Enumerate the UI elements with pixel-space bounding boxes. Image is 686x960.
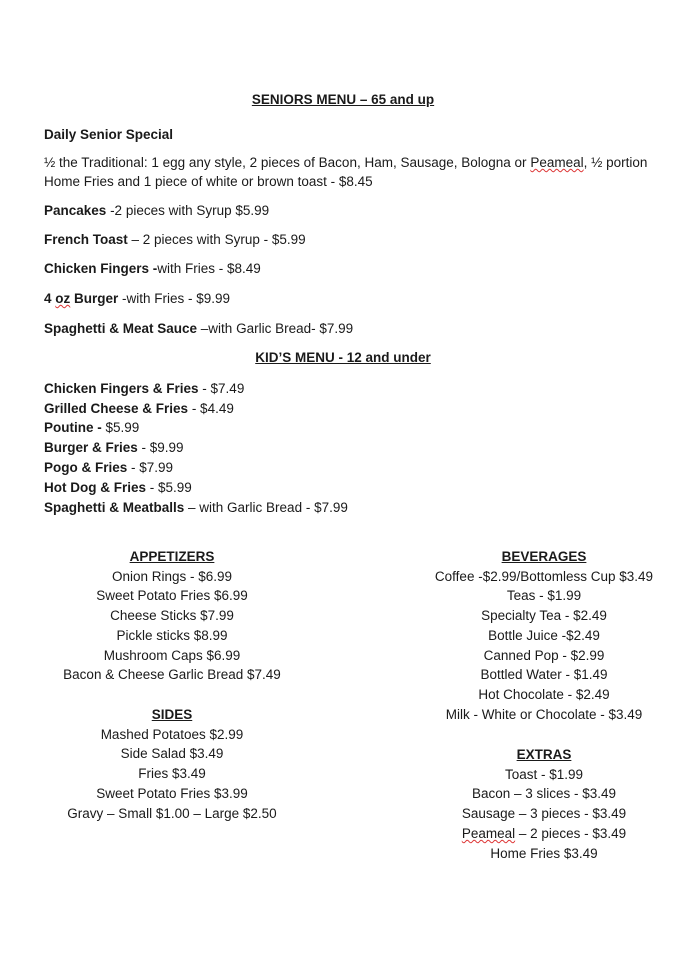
kids-item: Hot Dog & Fries - $5.99 (44, 480, 192, 495)
seniors-item-pancakes: Pancakes -2 pieces with Syrup $5.99 (44, 203, 270, 218)
kids-item: Chicken Fingers & Fries - $7.49 (44, 381, 245, 396)
side-item: Side Salad $3.49 (120, 746, 224, 762)
extra-item: Bacon – 3 slices - $3.49 (471, 786, 617, 802)
beverage-item: Coffee -$2.99/Bottomless Cup $3.49 (434, 568, 654, 584)
beverage-item: Canned Pop - $2.99 (483, 647, 605, 663)
appetizer-item: Onion Rings - $6.99 (111, 568, 233, 584)
seniors-item-french-toast: French Toast – 2 pieces with Syrup - $5.99 (44, 232, 306, 247)
appetizer-item: Sweet Potato Fries $6.99 (96, 588, 248, 604)
extras-section (412, 745, 676, 863)
daily-special-description-cont: Home Fries and 1 piece of white or brown toast - $8.45 (44, 174, 373, 189)
seniors-menu-title: SENIORS MENU – 65 and up (251, 92, 435, 107)
beverages-section (412, 547, 676, 724)
appetizers-section (40, 547, 304, 685)
daily-special-description: ½ the Traditional: 1 egg any style, 2 pieces of Bacon, Ham, Sausage, Bologna or Peameal, ½ portion (44, 155, 648, 170)
side-item: Mashed Potatoes $2.99 (100, 726, 244, 742)
extra-item: Toast - $1.99 (504, 766, 584, 782)
beverage-item: Bottle Juice -$2.49 (488, 627, 600, 643)
kids-item: Spaghetti & Meatballs – with Garlic Bread - $7.99 (44, 500, 348, 515)
beverages-title: BEVERAGES (501, 549, 587, 564)
kids-item: Pogo & Fries - $7.99 (44, 460, 174, 475)
extra-item-peameal: Peameal – 2 pieces - $3.49 (461, 825, 627, 841)
daily-special-label: Daily Senior Special (44, 127, 174, 142)
appetizer-item: Pickle sticks $8.99 (116, 627, 228, 643)
kids-menu-title: KID’S MENU - 12 and under (255, 350, 431, 365)
sides-section (40, 705, 304, 823)
extras-title: EXTRAS (516, 747, 572, 762)
beverage-item: Bottled Water - $1.49 (480, 667, 608, 683)
seniors-item-spaghetti: Spaghetti & Meat Sauce –with Garlic Bread- $7.99 (44, 321, 354, 336)
beverage-item: Teas - $1.99 (506, 588, 582, 604)
side-item: Gravy – Small $1.00 – Large $2.50 (67, 805, 277, 821)
kids-item: Burger & Fries - $9.99 (44, 440, 184, 455)
side-item: Fries $3.49 (138, 766, 206, 782)
extra-item: Sausage – 3 pieces - $3.49 (461, 806, 627, 822)
seniors-item-burger: 4 oz Burger -with Fries - $9.99 (44, 291, 231, 306)
beverage-item: Milk - White or Chocolate - $3.49 (445, 706, 643, 722)
sides-title: SIDES (151, 707, 193, 722)
seniors-item-chicken-fingers: Chicken Fingers -with Fries - $8.49 (44, 261, 261, 276)
appetizer-item: Cheese Sticks $7.99 (110, 608, 234, 624)
beverage-item: Hot Chocolate - $2.49 (478, 686, 610, 702)
side-item: Sweet Potato Fries $3.99 (96, 785, 248, 801)
beverage-item: Specialty Tea - $2.49 (481, 608, 607, 624)
appetizer-item: Mushroom Caps $6.99 (103, 647, 241, 663)
extra-item: Home Fries $3.49 (490, 845, 598, 861)
kids-item: Poutine - $5.99 (44, 420, 140, 435)
appetizers-title: APPETIZERS (129, 549, 215, 564)
kids-item: Grilled Cheese & Fries - $4.49 (44, 401, 234, 416)
appetizer-item: Bacon & Cheese Garlic Bread $7.49 (63, 667, 281, 683)
